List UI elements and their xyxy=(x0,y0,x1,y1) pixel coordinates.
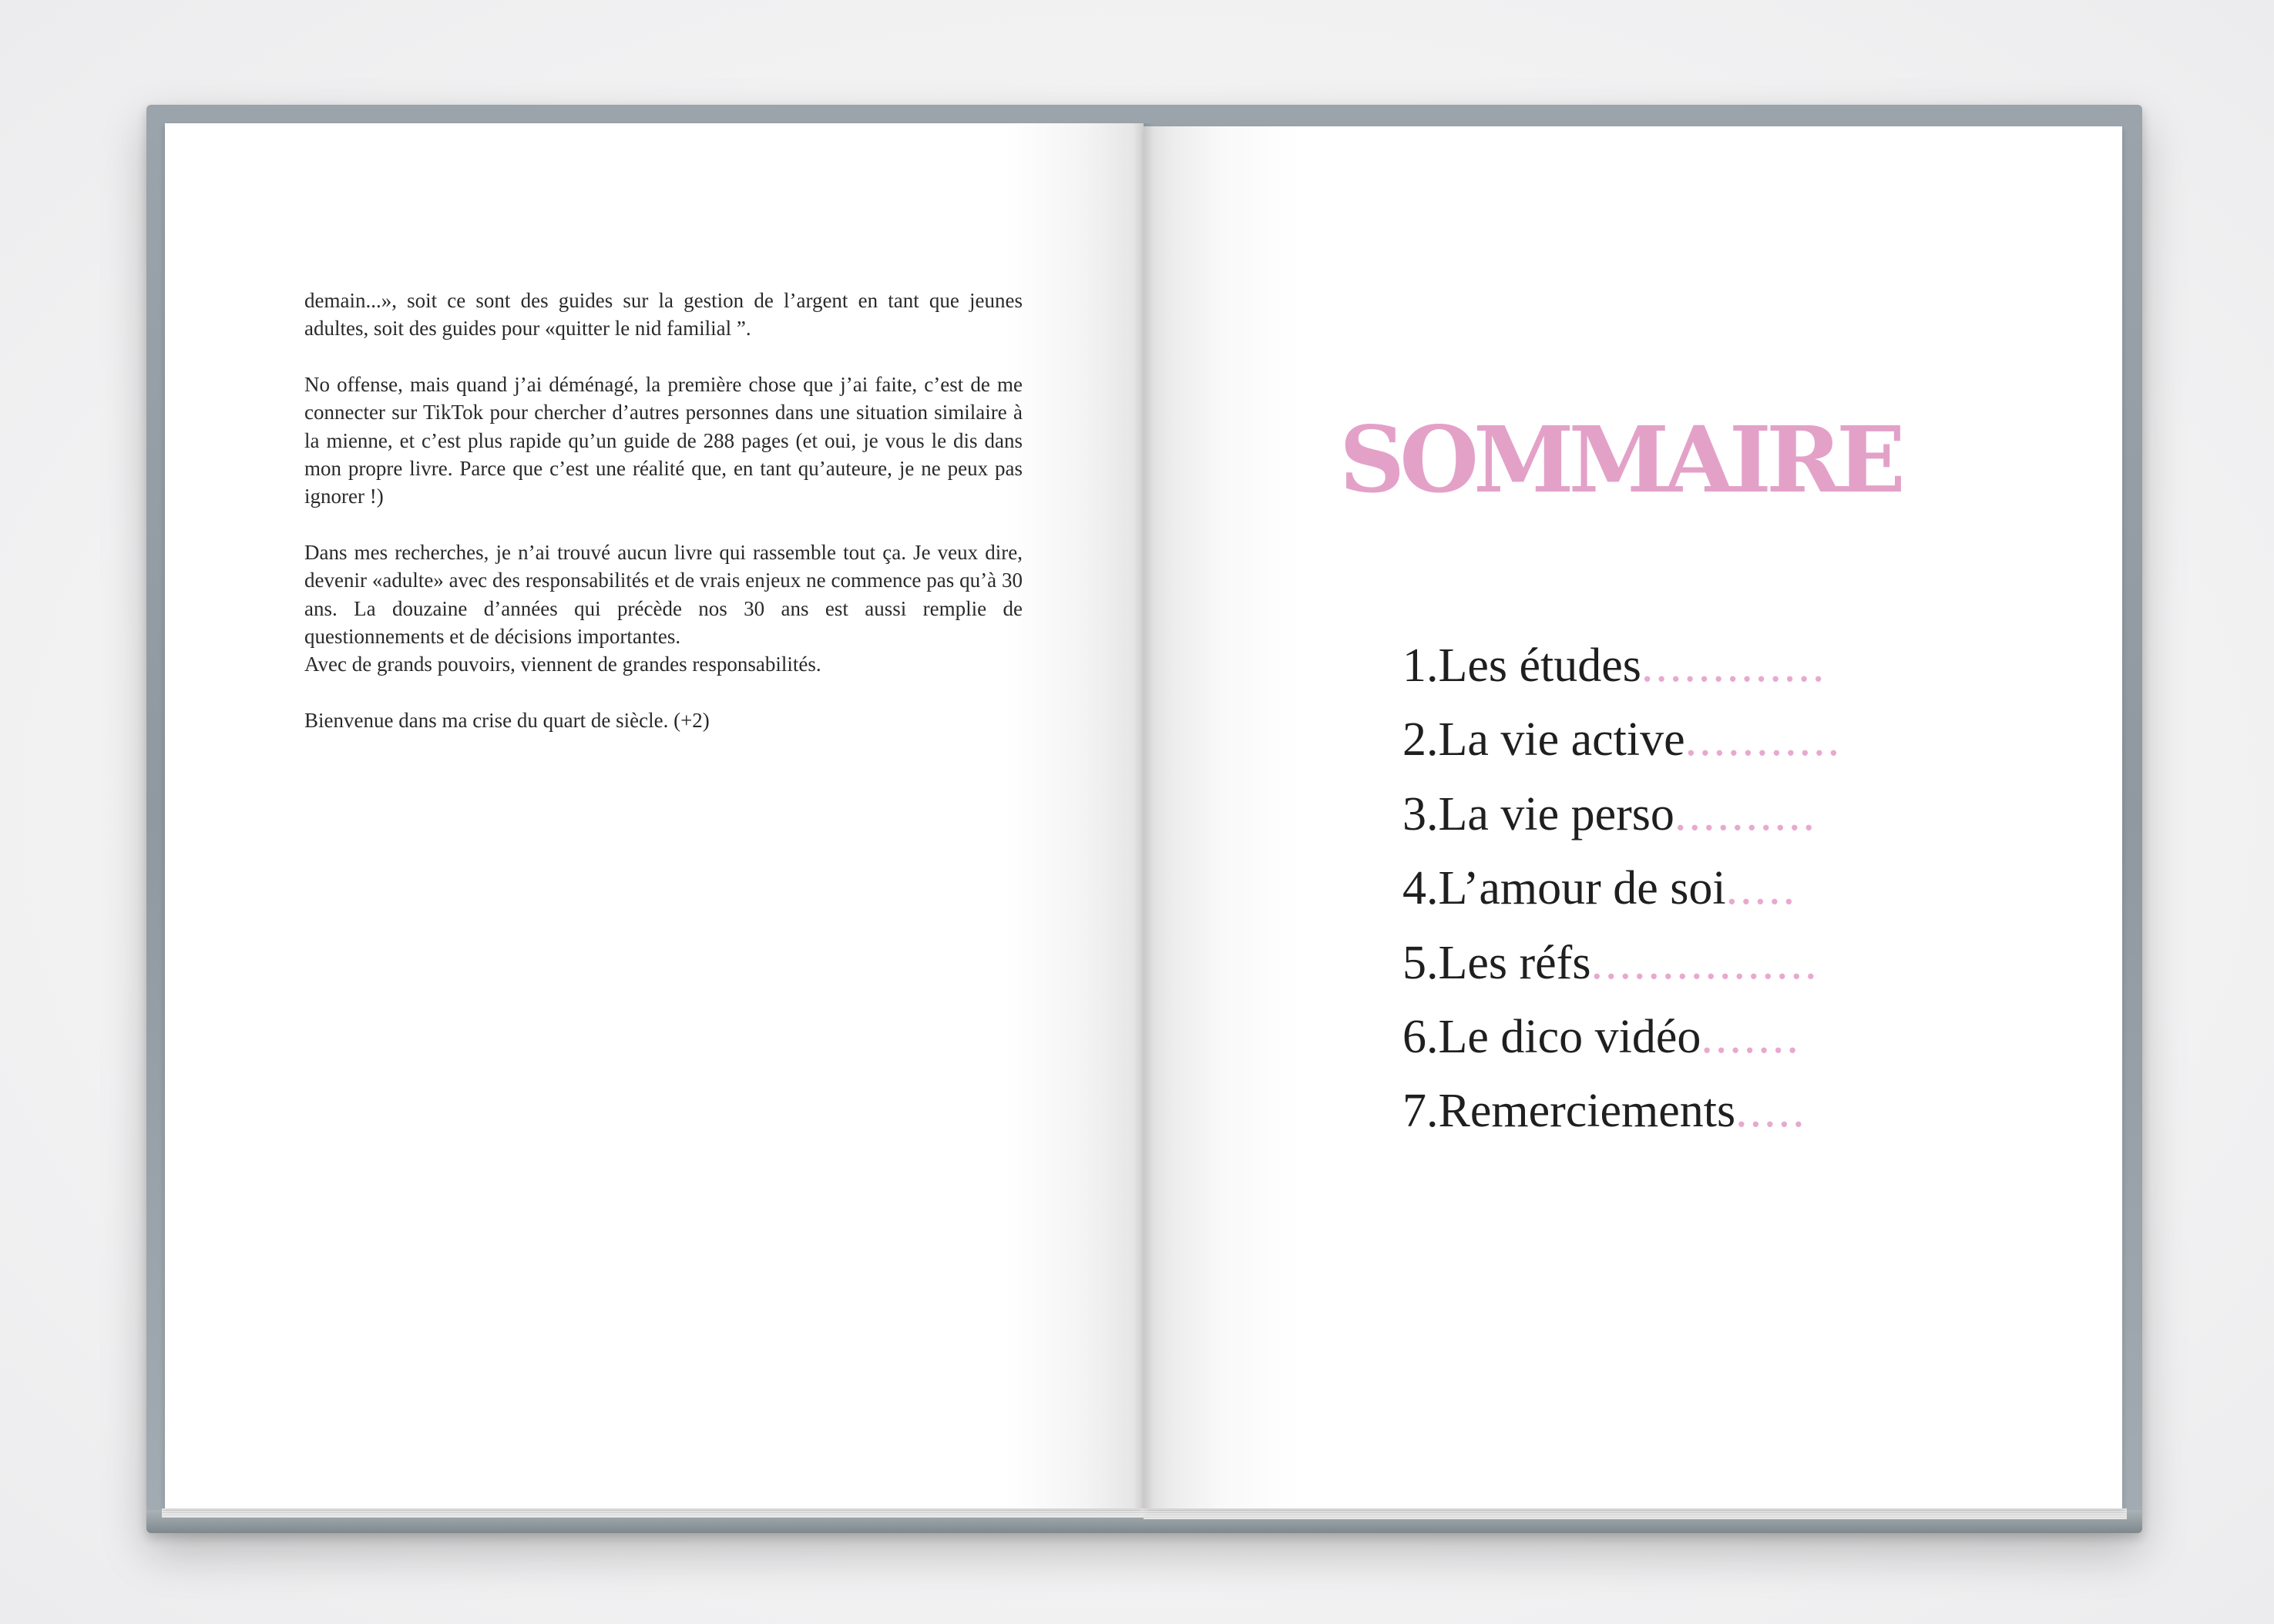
toc-label: 6.Le dico vidéo xyxy=(1402,1011,1701,1064)
book-spine-shadow xyxy=(1133,123,1154,1508)
toc-dots: ........... xyxy=(1685,713,1842,767)
toc-item-amour-de-soi[interactable] xyxy=(1402,851,1880,925)
toc-dots: .......... xyxy=(1674,787,1817,841)
page-stack-right xyxy=(1144,1508,2127,1519)
sommaire-title: SOMMAIRE xyxy=(1339,406,1900,513)
toc-label: 3.La vie perso xyxy=(1402,787,1674,841)
toc-dots: ..... xyxy=(1735,1085,1807,1138)
left-page-body xyxy=(304,287,1023,762)
toc-item-vie-perso[interactable] xyxy=(1402,777,1880,851)
toc-item-dico-video[interactable] xyxy=(1402,1000,1880,1074)
paragraph-1: demain...», soit ce sont des guides sur la gestion de l’argent en tant que jeunes adultes, soit des guides pour «quitter le nid familial ”. xyxy=(304,289,1023,341)
paragraph-3: Dans mes recherches, je n’ai trouvé aucun livre qui rassemble tout ça. Je veux dire, devenir «adulte» avec des responsabilités et de vrais enjeux ne commence pas qu’à 30 ans. La douzaine d’années qui précède nos 30 ans est aussi remplie de questionnements et de décisions importantes. xyxy=(304,540,1023,649)
toc-item-etudes[interactable] xyxy=(1402,629,1880,703)
paragraph-4: Avec de grands pouvoirs, viennent de grandes responsabilités. xyxy=(304,653,821,676)
toc-dots: ....... xyxy=(1701,1011,1801,1064)
toc-label: 1.Les études xyxy=(1402,639,1641,692)
paragraph-2: No offense, mais quand j’ai déménagé, la première chose que j’ai faite, c’est de me connecter sur TikTok pour chercher d’autres personnes dans une situation similaire à la mienne, et c’est plus rapide qu’un guide de 288 pages (et oui, je vous le dis dans mon propre livre. Parce que c’est une réalité que, en tant qu’auteure, je ne peux pas ignorer !) xyxy=(304,372,1023,508)
table-of-contents xyxy=(1402,629,1880,1149)
toc-label: 7.Remerciements xyxy=(1402,1085,1736,1138)
toc-label: 5.Les réfs xyxy=(1402,936,1591,989)
toc-dots: ..... xyxy=(1725,862,1798,915)
page-stack-left xyxy=(162,1508,1144,1518)
toc-label: 2.La vie active xyxy=(1402,713,1685,767)
paragraph-5: Bienvenue dans ma crise du quart de siècle. (+2) xyxy=(304,708,710,732)
toc-label: 4.L’amour de soi xyxy=(1402,862,1726,915)
toc-item-remerciements[interactable] xyxy=(1402,1074,1880,1148)
toc-item-vie-active[interactable] xyxy=(1402,703,1880,777)
toc-item-refs[interactable] xyxy=(1402,926,1880,1000)
toc-dots: ................ xyxy=(1590,936,1819,989)
toc-dots: ............. xyxy=(1641,639,1827,692)
